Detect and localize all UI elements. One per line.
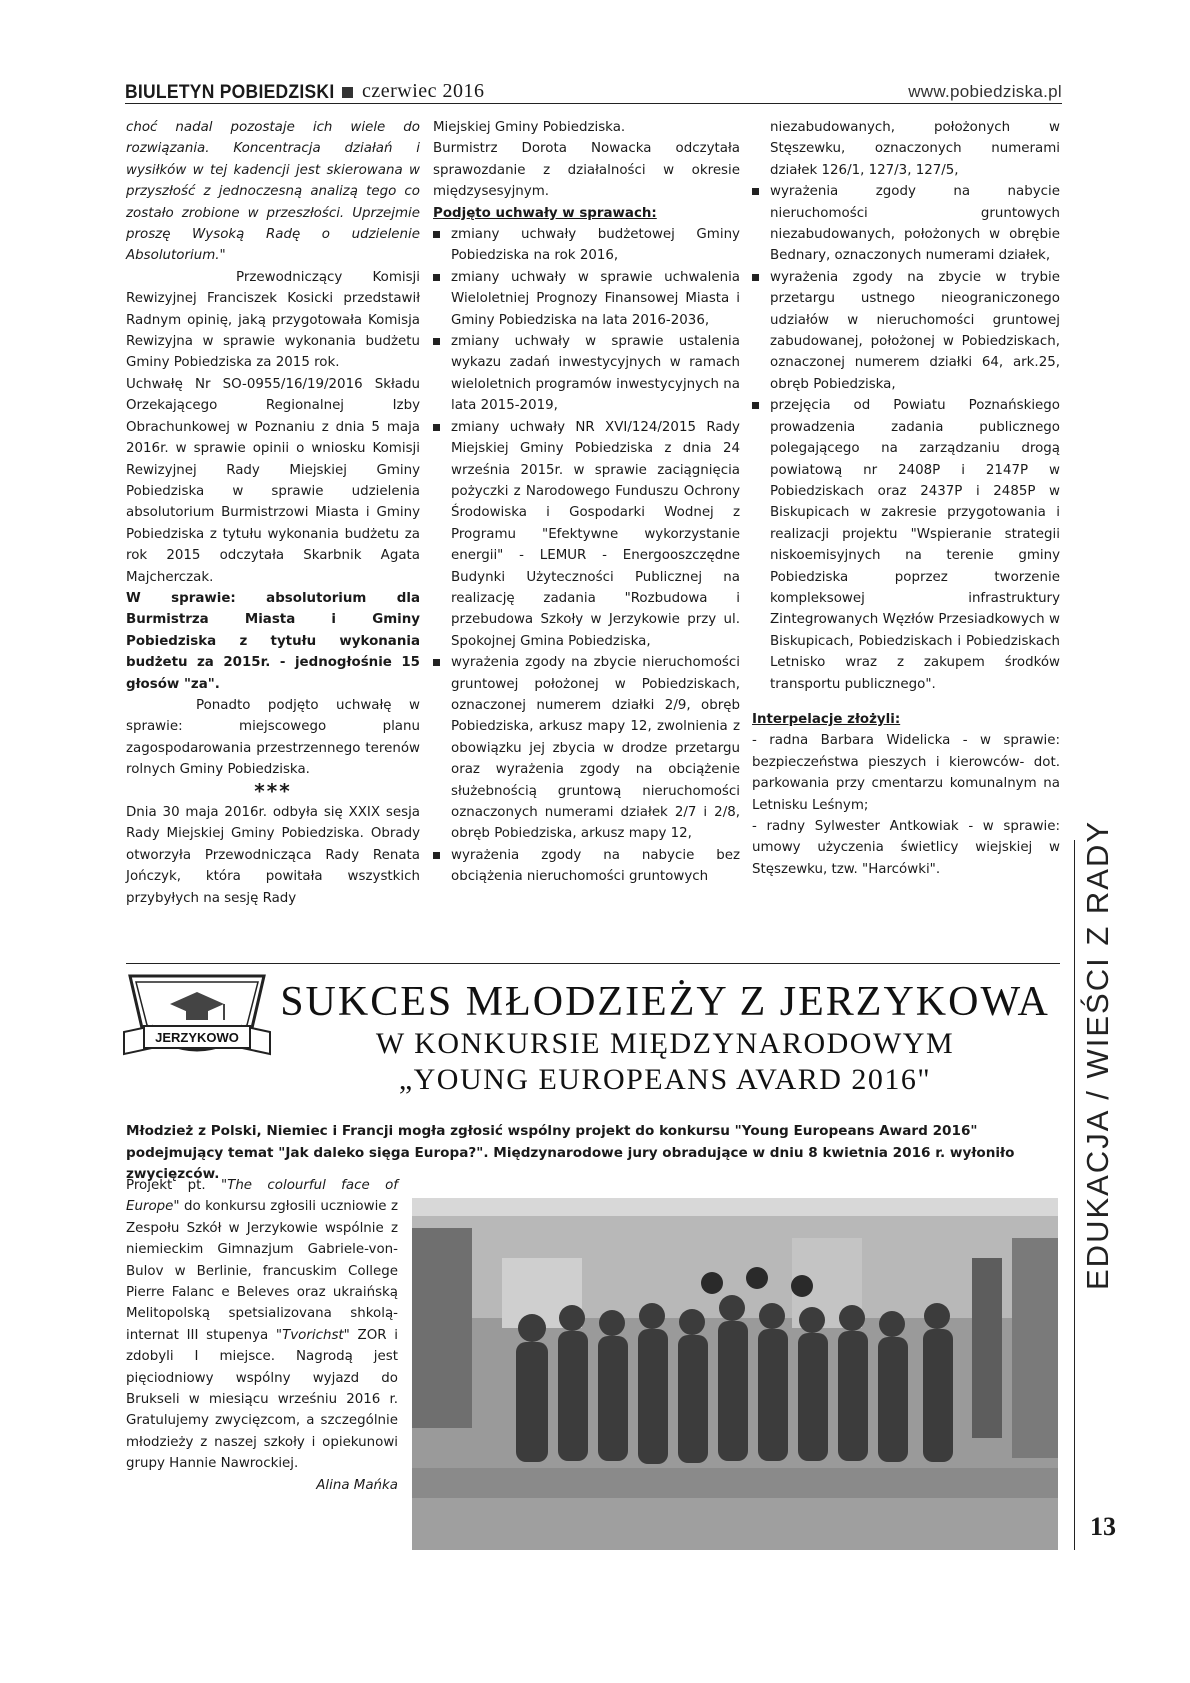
col1-resolution: W sprawie: absolutorium dla Burmistrza Miasta i Gminy Pobiedziska z tytułu wykonania budżetu za 2015r. - jednogłośnie 15 głosów "za". (126, 590, 420, 692)
column-1 (126, 117, 420, 909)
column-3 (752, 117, 1060, 880)
section-label: EDUKACJA / WIEŚCI Z RADY (1080, 819, 1115, 1290)
col1-paragraph: Uchwałę Nr SO-0955/16/19/2016 Składu Orzekającego Regionalnej Izby Obrachunkowej w Poznaniu z dnia 5 maja 2016r. w sprawie opinii o wniosku Komisji Rewizyjnej Rady Miejskiej Gminy Pobiedziska w sprawie udzielenia absolutorium Burmistrzowi Miasta i Gminy Pobiedziska z tytułu wykonania budżetu za rok 2015 odczytała Skarbnik Agata Majcherczak. (126, 376, 420, 585)
header-square-bullet-icon (342, 87, 353, 98)
section-separator: *** (254, 778, 292, 803)
col2-list-item: zmiany uchwały budżetowej Gminy Pobiedziska na rok 2016, (433, 224, 740, 267)
col2-list-item: wyrażenia zgody na zbycie nieruchomości gruntowej położonej w Pobiedziskach, oznaczonej numerem działki 2/9, obręb Pobiedziska, arkusz mapy 12, zwolnienia z obowiązku jej zbycia w drodze przetargu oraz wyrażenia zgody na obciążenie służebnością gruntową nieruchomości oznaczonych numerami działek 2/7 i 2/8, obręb Pobiedziska, arkusz mapy 12, (433, 652, 740, 845)
section-rule (126, 963, 1060, 964)
col3-heading: Interpelacje złożyli: (752, 711, 901, 727)
article-paragraph (126, 1175, 398, 1475)
column-2 (433, 117, 740, 888)
article-author: Alina Mańka (316, 1477, 398, 1493)
group-photo (412, 1198, 1058, 1550)
side-rule (1074, 840, 1075, 1550)
col2-list-item: wyrażenia zgody na nabycie bez obciążenia nieruchomości gruntowych (433, 845, 740, 888)
col2-paragraph: Miejskiej Gminy Pobiedziska. (433, 120, 626, 135)
article-title-line-1: SUKCES MŁODZIEŻY Z JERZYKOWA (280, 979, 1050, 1025)
bulletin-title: BIULETYN POBIEDZISKI (125, 82, 335, 103)
header-rule (125, 103, 1062, 104)
col2-list-item: zmiany uchwały w sprawie uchwalenia Wieloletniej Prognozy Finansowej Miasta i Gminy Pobiedziska na lata 2016-2036, (433, 267, 740, 331)
col3-paragraph: - radna Barbara Widelicka - w sprawie: bezpieczeństwa pieszych i kierowców- dot. parkowania przy cmentarzu komunalnym na Letnisku Leśnym; (752, 733, 1060, 813)
logo-text: JERZYKOWO (155, 1030, 239, 1045)
spacer (752, 695, 1060, 709)
col3-paragraph: - radny Sylwester Antkowiak - w sprawie: umowy użyczenia świetlicy wiejskiej w Stęszewku, tzw. "Harcówki". (752, 819, 1060, 877)
page-number: 13 (1090, 1512, 1116, 1541)
jerzykowo-logo (122, 968, 272, 1070)
article-lead: Młodzież z Polski, Niemiec i Francji mogła zgłosić wspólny projekt do konkursu "Young Europeans Award 2016" podejmujący temat "Jak daleko sięga Europa?". Międzynarodowe jury obradujące w dniu 8 kwietnia 2016 r. wyłoniło zwycięzców. (126, 1123, 1015, 1182)
col1-paragraph: Przewodniczący Komisji Rewizyjnej Franciszek Kosicki przedstawił Radnym opinię, jaką przygotowała Komisja Rewizyjna w sprawie wykonania budżetu Gminy Pobiedziska za 2015 rok. (126, 269, 420, 371)
article-title-line-3: „YOUNG EUROPEANS AVARD 2016" (398, 1063, 932, 1096)
article-title-line-2: W KONKURSIE MIĘDZYNARODOWYM (375, 1027, 955, 1060)
col3-list-item: wyrażenia zgody na nabycie nieruchomości gruntowych niezabudowanych, położonych w obrębie Bednary, oznaczonych numerami działek, (752, 181, 1060, 267)
issue-date: czerwiec 2016 (362, 80, 485, 102)
col2-list-item: zmiany uchwały NR XVI/124/2015 Rady Miejskiej Gminy Pobiedziska z dnia 24 września 2015r. w sprawie zaciągnięcia pożyczki z Narodowego Funduszu Ochrony Środowiska i Gospodarki Wodnej z Programu "Efektywne wykorzystanie energii" - LEMUR - Energooszczędne Budynki Użyteczności Publicznej na realizację zadania "Rozbudowa i przebudowa Szkoły w Jerzykowie przy ul. Spokojnej Gmina Pobiedziska, (433, 417, 740, 652)
school-name: "Tvorichst" (275, 1327, 350, 1343)
body-text: ZOR i zdobyli I miejsce. Nagrodą jest pięciodniowy wspólny wyjazd do Brukseli w miesiącu wrześniu 2016 r. Gratulujemy zwycięzcom, a szczególnie młodzieży z naszej szkoły i opiekunowi grupy Hannie Nawrockiej. (126, 1327, 398, 1472)
col3-list-item: wyrażenia zgody na zbycie w trybie przetargu ustnego nieograniczonego udziałów w nieruchomości gruntowej zabudowanej, położonej w Pobiedziskach, oznaczonej numerem działki 64, ark.25, obręb Pobiedziska, (752, 267, 1060, 395)
col2-list-item: zmiany uchwały w sprawie ustalenia wykazu zadań inwestycyjnych w ramach wieloletnich programów inwestycyjnych na lata 2015-2019, (433, 331, 740, 417)
project-title: "The colourful face of Europe" (126, 1178, 398, 1215)
website-url[interactable]: www.pobiedziska.pl (908, 82, 1062, 101)
col3-paragraph: niezabudowanych, położonych w Stęszewku, oznaczonych numerami działek 126/1, 127/3, 127/5, (770, 120, 1060, 178)
col1-paragraph: Ponadto podjęto uchwałę w sprawie: miejscowego planu zagospodarowania przestrzennego terenów rolnych Gminy Pobiedziska. (126, 697, 420, 778)
col2-heading: Podjęto uchwały w sprawach: (433, 205, 657, 221)
col3-list-item: przejęcia od Powiatu Poznańskiego prowadzenia zadania publicznego polegającego na zarządzaniu drogą powiatową nr 2408P i 2147P w Pobiedziskach oraz 2437P i 2485P w Biskupicach w zakresie przygotowania i realizacji projektu "Wspieranie strategii niskoemisyjnych na terenie gminy Pobiedziska poprzez tworzenie kompleksowej infrastruktury Zintegrowanych Węzłów Przesiadkowych w Biskupicach, Pobiedziskach i Pobiedziskach Letnisko wraz z zakupem środków transportu publicznego". (752, 395, 1060, 695)
body-text: Projekt pt. (126, 1178, 221, 1193)
article-title (270, 978, 1060, 1098)
col1-paragraph: Dnia 30 maja 2016r. odbyła się XXIX sesja Rady Miejskiej Gminy Pobiedziska. Obrady otworzyła Przewodnicząca Rady Renata Jończyk, która powitała wszystkich przybyłych na sesję Rady (126, 805, 420, 906)
col1-paragraph: choć nadal pozostaje ich wiele do rozwiązania. Koncentracja działań i wysiłków w tej kadencji jest skierowana w przyszłość z jednoczesną analizą tego co zostało zrobione w przeszłości. Uprzejmie proszę Wysoką Radę o udzielenie Absolutorium." (126, 120, 420, 264)
col2-paragraph: Burmistrz Dorota Nowacka odczytała sprawozdanie z działalności w okresie międzysesyjnym. (433, 141, 740, 200)
body-text: do konkursu zgłosili uczniowie z Zespołu Szkół w Jerzykowie wspólnie z niemieckim Gimnazjum Gabriele-von-Bulov w Berlinie, francuskim College Pierre Falanc e Beleves oraz ukraińską Melitopolską spetsializovana shkolą-internat III stupenya (126, 1199, 398, 1343)
article-body (126, 1175, 398, 1496)
